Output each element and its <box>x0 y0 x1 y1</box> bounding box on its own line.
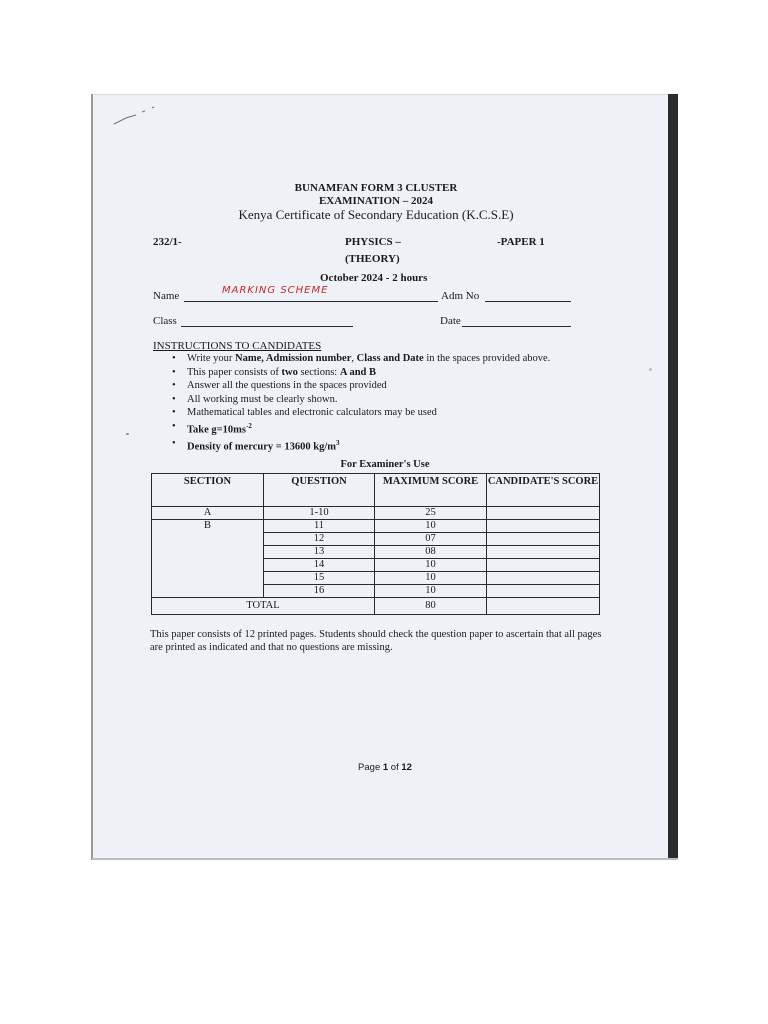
paper-code: 232/1- <box>153 236 182 248</box>
instruction-item: • This paper consists of two sections: A and B <box>170 366 550 380</box>
exam-year-title: EXAMINATION – 2024 <box>318 195 434 207</box>
theory-label: (THEORY) <box>345 253 400 265</box>
adm-no-field[interactable] <box>485 301 571 302</box>
total-max-score: 80 <box>375 598 487 615</box>
examiner-use-title: For Examiner's Use <box>340 459 430 470</box>
name-field-handwritten-value: MARKING SCHEME <box>222 285 329 296</box>
kcse-title: Kenya Certificate of Secondary Education (K.C.S.E) <box>238 207 514 222</box>
table-row <box>152 520 600 533</box>
name-field[interactable] <box>184 301 438 302</box>
name-label: Name <box>153 290 180 302</box>
page-number: Page 1 of 12 <box>358 762 412 773</box>
question-cell: 13 <box>264 546 375 559</box>
candidate-score-cell[interactable] <box>487 559 600 572</box>
instruction-item: • Write your Name, Admission number, Class and Date in the spaces provided above. <box>170 352 550 366</box>
max-score-cell: 07 <box>375 533 487 546</box>
date-label: Date <box>440 315 461 327</box>
question-cell: 14 <box>264 559 375 572</box>
candidate-score-cell[interactable] <box>487 507 600 520</box>
instruction-item: • Mathematical tables and electronic calculators may be used <box>170 406 550 420</box>
candidate-score-cell[interactable] <box>487 533 600 546</box>
max-score-cell: 10 <box>375 520 487 533</box>
date-field[interactable] <box>462 326 571 327</box>
header-section: SECTION <box>152 474 264 507</box>
pen-mark-scribble <box>112 106 158 126</box>
adm-no-label: Adm No <box>441 290 480 302</box>
total-label: TOTAL <box>152 598 375 615</box>
header-candidate-score: CANDIDATE'S SCORE <box>487 474 600 507</box>
school-cluster-title: BUNAMFAN FORM 3 CLUSTER <box>294 182 458 194</box>
candidate-score-cell[interactable] <box>487 572 600 585</box>
paper-right-edge-shadow <box>668 94 678 860</box>
examiner-score-table <box>151 473 600 615</box>
instructions-title: INSTRUCTIONS TO CANDIDATES <box>153 340 322 352</box>
instruction-item: • Take $g=10ms^{-2}$ <box>170 420 550 437</box>
header-question: QUESTION <box>264 474 375 507</box>
class-label: Class <box>153 315 177 327</box>
paper-left-edge <box>91 94 93 860</box>
max-score-cell: 10 <box>375 572 487 585</box>
class-field[interactable] <box>181 326 353 327</box>
instruction-item: • Answer all the questions in the spaces provided <box>170 379 550 393</box>
max-score-cell: 08 <box>375 546 487 559</box>
question-cell: 15 <box>264 572 375 585</box>
table-header-row <box>152 474 600 507</box>
candidate-score-cell[interactable] <box>487 546 600 559</box>
max-score-cell: 10 <box>375 559 487 572</box>
paper-number: -PAPER 1 <box>497 236 545 248</box>
max-score-cell: 25 <box>375 507 487 520</box>
instruction-item: • Density of mercury = 13600 $kg/m^3$ <box>170 437 550 454</box>
subject-name: PHYSICS – <box>345 236 401 248</box>
instructions-list <box>170 352 550 454</box>
question-cell: 11 <box>264 520 375 533</box>
date-duration: October 2024 - 2 hours <box>320 272 428 284</box>
header-max-score: MAXIMUM SCORE <box>375 474 487 507</box>
question-cell: 1-10 <box>264 507 375 520</box>
paper-bottom-edge <box>92 858 678 860</box>
scan-speck <box>126 433 129 435</box>
section-cell: B <box>152 520 264 598</box>
instruction-item: • All working must be clearly shown. <box>170 393 550 407</box>
candidate-score-cell[interactable] <box>487 585 600 598</box>
scan-speck <box>649 368 652 371</box>
total-candidate-score[interactable] <box>487 598 600 615</box>
question-cell: 12 <box>264 533 375 546</box>
table-row <box>152 507 600 520</box>
max-score-cell: 10 <box>375 585 487 598</box>
section-cell: A <box>152 507 264 520</box>
candidate-score-cell[interactable] <box>487 520 600 533</box>
question-cell: 16 <box>264 585 375 598</box>
page-count-note: This paper consists of 12 printed pages. Students should check the question paper to ascertain that all pages are printed as indicated and that no questions are missing. <box>150 629 602 653</box>
table-total-row <box>152 598 600 615</box>
